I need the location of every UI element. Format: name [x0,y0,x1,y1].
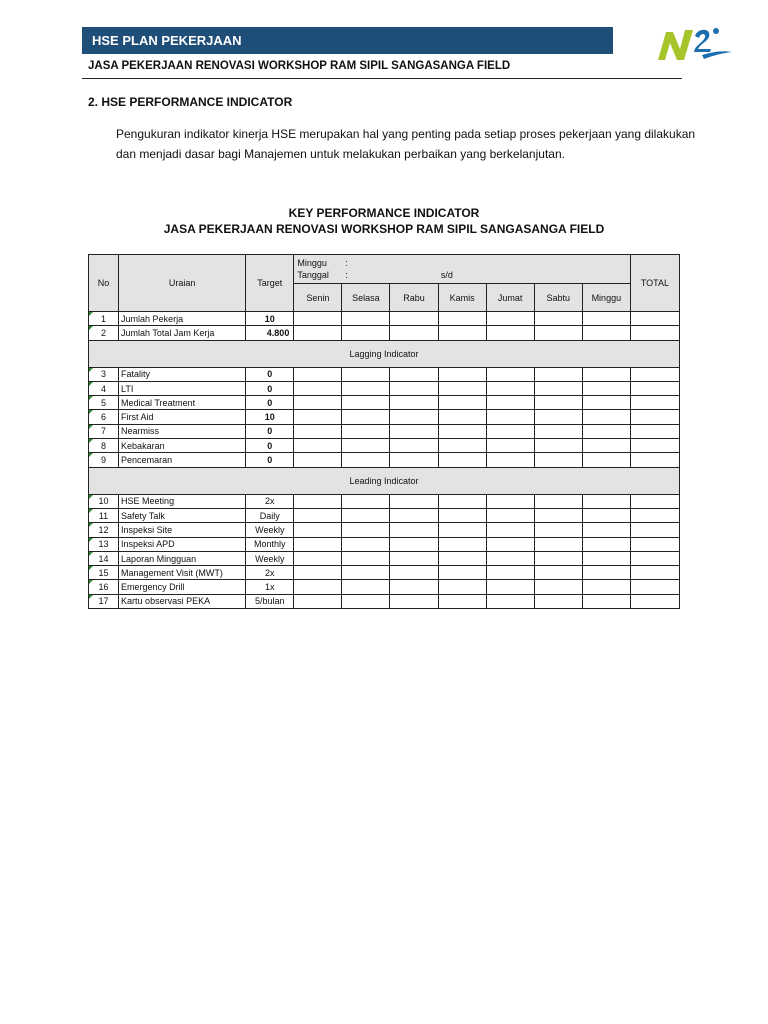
row-no: 13 [89,537,119,551]
day-entry-cell [534,439,582,453]
row-target: Daily [246,508,294,522]
lagging-indicator-section-label: Lagging Indicator [89,340,680,367]
total-cell [630,551,679,565]
total-cell [630,326,679,340]
row-uraian: Laporan Mingguan [119,551,246,565]
day-entry-cell [294,453,342,467]
day-entry-cell [438,566,486,580]
day-entry-cell [438,551,486,565]
total-cell [630,594,679,608]
row-no: 11 [89,508,119,522]
total-cell [630,410,679,424]
header-title: HSE PLAN PEKERJAAN [92,33,242,48]
day-entry-cell [342,537,390,551]
day-entry-cell [582,396,630,410]
day-entry-cell [294,381,342,395]
day-entry-cell [342,410,390,424]
total-cell [630,523,679,537]
tanggal-colon: : [345,270,348,280]
day-entry-cell [486,508,534,522]
day-entry-cell [582,523,630,537]
day-entry-cell [582,494,630,508]
row-uraian: Emergency Drill [119,580,246,594]
header-divider [82,78,682,79]
day-entry-cell [438,580,486,594]
row-uraian: Inspeksi APD [119,537,246,551]
table-row [89,523,680,537]
day-entry-cell [294,326,342,340]
day-entry-cell [486,537,534,551]
day-entry-cell [534,312,582,326]
row-uraian: Kebakaran [119,439,246,453]
day-entry-cell [582,326,630,340]
day-entry-cell [390,381,438,395]
row-uraian: HSE Meeting [119,494,246,508]
row-uraian: Management Visit (MWT) [119,566,246,580]
table-row [89,494,680,508]
row-uraian: LTI [119,381,246,395]
row-no: 1 [89,312,119,326]
total-cell [630,381,679,395]
day-entry-cell [294,312,342,326]
day-entry-cell [534,580,582,594]
day-entry-cell [438,381,486,395]
day-entry-cell [342,580,390,594]
header-day: Kamis [438,284,486,312]
day-entry-cell [534,523,582,537]
day-entry-cell [582,580,630,594]
day-entry-cell [582,508,630,522]
day-entry-cell [342,453,390,467]
table-row [89,508,680,522]
row-target: 0 [246,396,294,410]
row-target: Weekly [246,551,294,565]
day-entry-cell [294,566,342,580]
table-row [89,312,680,326]
row-target: 10 [246,312,294,326]
day-entry-cell [342,523,390,537]
header-target: Target [246,255,294,312]
total-cell [630,439,679,453]
day-entry-cell [534,494,582,508]
day-entry-cell [390,367,438,381]
day-entry-cell [582,537,630,551]
day-entry-cell [390,494,438,508]
day-entry-cell [342,566,390,580]
day-entry-cell [390,537,438,551]
day-entry-cell [390,326,438,340]
table-row [89,551,680,565]
header-day: Sabtu [534,284,582,312]
day-entry-cell [390,566,438,580]
row-uraian: Inspeksi Site [119,523,246,537]
total-cell [630,367,679,381]
minggu-label: Minggu [297,258,327,268]
row-no: 4 [89,381,119,395]
day-entry-cell [438,453,486,467]
total-cell [630,396,679,410]
header-bar [82,27,613,54]
row-no: 9 [89,453,119,467]
header-uraian: Uraian [119,255,246,312]
row-no: 6 [89,410,119,424]
day-entry-cell [534,453,582,467]
total-cell [630,537,679,551]
day-entry-cell [438,508,486,522]
day-entry-cell [486,453,534,467]
day-entry-cell [342,312,390,326]
day-entry-cell [486,381,534,395]
total-cell [630,566,679,580]
row-no: 2 [89,326,119,340]
section-paragraph: Pengukuran indikator kinerja HSE merupakan hal yang penting pada setiap proses pekerjaan yang dilakukan dan menjadi dasar bagi Manajemen untuk melakukan perbaikan yang berkelanjutan. [116,127,696,161]
day-entry-cell [390,523,438,537]
day-entry-cell [486,523,534,537]
row-target: 1x [246,580,294,594]
row-uraian: Kartu observasi PEKA [119,594,246,608]
day-entry-cell [582,439,630,453]
day-entry-cell [390,424,438,438]
row-no: 7 [89,424,119,438]
row-target: Monthly [246,537,294,551]
table-row [89,410,680,424]
row-target: 0 [246,453,294,467]
day-entry-cell [438,424,486,438]
table-row [89,580,680,594]
lagging-indicator-section [89,340,680,367]
row-no: 14 [89,551,119,565]
table-row [89,396,680,410]
day-entry-cell [534,551,582,565]
day-entry-cell [582,367,630,381]
table-row [89,537,680,551]
row-target: 0 [246,381,294,395]
day-entry-cell [486,494,534,508]
day-entry-cell [486,580,534,594]
kpi-table [88,254,680,609]
sd-label: s/d [440,270,453,280]
day-entry-cell [342,494,390,508]
day-entry-cell [438,594,486,608]
day-entry-cell [294,494,342,508]
day-entry-cell [294,523,342,537]
day-entry-cell [582,453,630,467]
day-entry-cell [582,312,630,326]
row-target: 4.800 [246,326,294,340]
row-no: 16 [89,580,119,594]
table-row [89,424,680,438]
table-row [89,594,680,608]
row-target: 0 [246,367,294,381]
day-entry-cell [486,396,534,410]
day-entry-cell [342,551,390,565]
day-entry-cell [486,439,534,453]
row-no: 17 [89,594,119,608]
table-row [89,381,680,395]
row-no: 3 [89,367,119,381]
row-no: 8 [89,439,119,453]
day-entry-cell [390,594,438,608]
day-entry-cell [486,326,534,340]
day-entry-cell [390,551,438,565]
day-entry-cell [342,381,390,395]
day-entry-cell [294,424,342,438]
day-entry-cell [342,396,390,410]
row-target: 0 [246,439,294,453]
day-entry-cell [294,537,342,551]
day-entry-cell [294,410,342,424]
day-entry-cell [294,594,342,608]
day-entry-cell [582,381,630,395]
day-entry-cell [294,508,342,522]
day-entry-cell [390,396,438,410]
day-entry-cell [582,594,630,608]
row-target: Weekly [246,523,294,537]
row-target: 2x [246,494,294,508]
day-entry-cell [342,326,390,340]
row-no: 15 [89,566,119,580]
total-cell [630,508,679,522]
row-no: 10 [89,494,119,508]
leading-indicator-section-label: Leading Indicator [89,467,680,494]
row-no: 12 [89,523,119,537]
day-entry-cell [534,326,582,340]
n2-logo-icon [654,22,734,66]
day-entry-cell [438,312,486,326]
day-entry-cell [534,537,582,551]
header-day: Selasa [342,284,390,312]
day-entry-cell [534,424,582,438]
day-entry-cell [486,566,534,580]
day-entry-cell [438,537,486,551]
day-entry-cell [342,439,390,453]
row-uraian: Jumlah Total Jam Kerja [119,326,246,340]
day-entry-cell [438,494,486,508]
row-uraian: Fatality [119,367,246,381]
row-target: 10 [246,410,294,424]
day-entry-cell [582,566,630,580]
table-row [89,326,680,340]
total-cell [630,424,679,438]
day-entry-cell [390,410,438,424]
day-entry-cell [438,410,486,424]
day-entry-cell [486,594,534,608]
day-entry-cell [438,396,486,410]
total-cell [630,580,679,594]
day-entry-cell [294,396,342,410]
header-day: Senin [294,284,342,312]
table-row [89,453,680,467]
kpi-title: KEY PERFORMANCE INDICATOR [288,206,480,220]
header-day: Minggu [582,284,630,312]
header-no: No [89,255,119,312]
day-entry-cell [294,439,342,453]
section-title: 2. HSE PERFORMANCE INDICATOR [88,95,293,109]
row-uraian: Medical Treatment [119,396,246,410]
day-entry-cell [486,410,534,424]
day-entry-cell [390,312,438,326]
day-entry-cell [534,566,582,580]
day-entry-cell [390,580,438,594]
row-no: 5 [89,396,119,410]
total-cell [630,453,679,467]
day-entry-cell [438,367,486,381]
day-entry-cell [438,326,486,340]
day-entry-cell [582,410,630,424]
day-entry-cell [486,367,534,381]
row-uraian: Nearmiss [119,424,246,438]
row-target: 2x [246,566,294,580]
day-entry-cell [534,594,582,608]
header-day: Jumat [486,284,534,312]
day-entry-cell [534,396,582,410]
day-entry-cell [534,508,582,522]
day-entry-cell [534,381,582,395]
day-entry-cell [342,424,390,438]
leading-indicator-section [89,467,680,494]
day-entry-cell [342,508,390,522]
row-uraian: Safety Talk [119,508,246,522]
day-entry-cell [294,551,342,565]
day-entry-cell [294,367,342,381]
day-entry-cell [582,551,630,565]
row-target: 5/bulan [246,594,294,608]
row-uraian: Jumlah Pekerja [119,312,246,326]
day-entry-cell [534,367,582,381]
day-entry-cell [486,424,534,438]
document-subtitle: JASA PEKERJAAN RENOVASI WORKSHOP RAM SIPIL SANGASANGA FIELD [88,60,511,72]
day-entry-cell [342,594,390,608]
day-entry-cell [438,523,486,537]
header-period [294,255,631,284]
header-total: TOTAL [630,255,679,312]
day-entry-cell [390,508,438,522]
total-cell [630,312,679,326]
table-row [89,439,680,453]
day-entry-cell [438,439,486,453]
day-entry-cell [390,453,438,467]
day-entry-cell [582,424,630,438]
day-entry-cell [342,367,390,381]
day-entry-cell [534,410,582,424]
total-cell [630,494,679,508]
day-entry-cell [486,551,534,565]
header-day: Rabu [390,284,438,312]
minggu-colon: : [345,258,348,268]
table-row [89,367,680,381]
day-entry-cell [486,312,534,326]
row-uraian: First Aid [119,410,246,424]
tanggal-label: Tanggal [297,270,329,280]
row-uraian: Pencemaran [119,453,246,467]
kpi-subtitle: JASA PEKERJAAN RENOVASI WORKSHOP RAM SIPIL SANGASANGA FIELD [163,222,605,236]
row-target: 0 [246,424,294,438]
day-entry-cell [294,580,342,594]
table-row [89,566,680,580]
day-entry-cell [390,439,438,453]
